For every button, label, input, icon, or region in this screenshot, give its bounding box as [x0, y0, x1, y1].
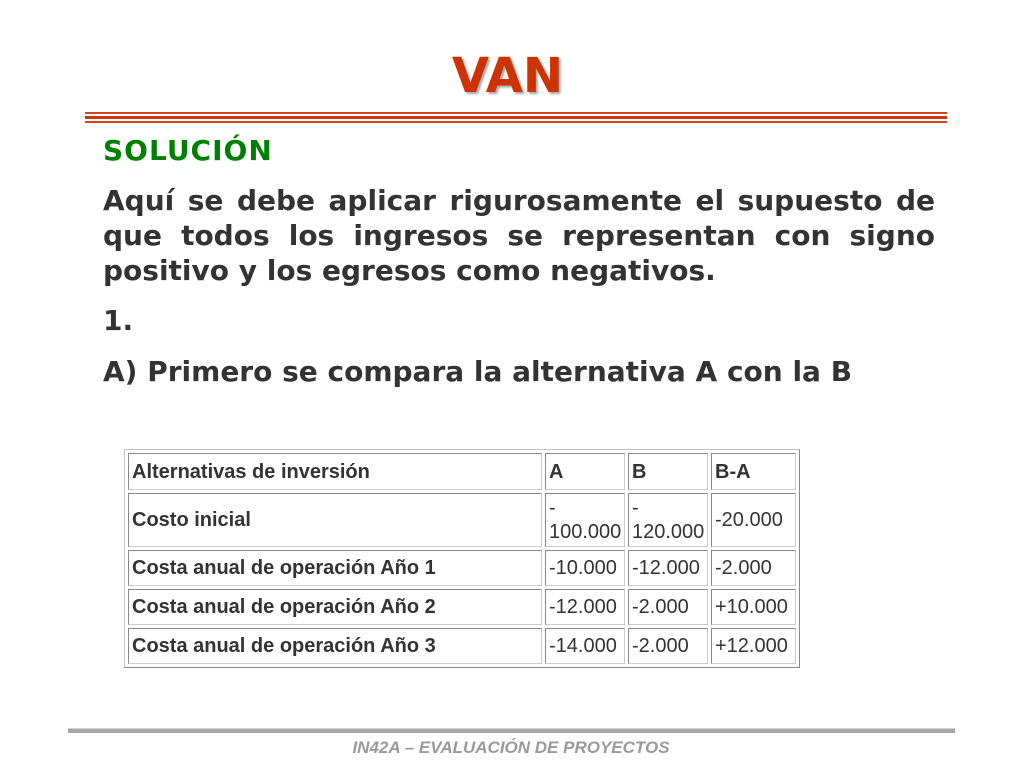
solution-paragraph: Aquí se debe aplicar rigurosamente el supuesto de que todos los ingresos se representan con signo positivo y los egresos como negativos. — [103, 184, 935, 287]
header-a: A — [545, 453, 625, 490]
value-text: -2.000 — [632, 635, 689, 657]
table-row — [128, 628, 796, 664]
table-header-row — [128, 453, 796, 490]
footer-rule — [68, 728, 955, 733]
value-a — [545, 550, 625, 586]
header-b-minus-a: B-A — [711, 453, 796, 490]
header-alternatives: Alternativas de inversión — [128, 453, 542, 490]
value-b — [628, 493, 708, 547]
value-b-minus-a — [711, 550, 796, 586]
value-b-minus-a — [711, 628, 796, 664]
row-label: Costa anual de operación Año 2 — [128, 589, 542, 625]
value-text: -2.000 — [632, 596, 689, 618]
value-b-minus-a — [711, 589, 796, 625]
value-text: - 100.000 — [549, 497, 622, 543]
header-b: B — [628, 453, 708, 490]
value-b — [628, 550, 708, 586]
title-rule-bottom — [85, 121, 947, 123]
value-text: -20.000 — [715, 509, 783, 531]
value-a — [545, 589, 625, 625]
comparison-subheading: A) Primero se compara la alternativa A con la B — [103, 355, 853, 388]
title-rule-middle — [85, 116, 947, 119]
value-text: +10.000 — [715, 596, 788, 618]
value-text: -12.000 — [549, 596, 617, 618]
value-b — [628, 628, 708, 664]
title-rule-top — [85, 112, 947, 114]
row-label: Costo inicial — [128, 493, 542, 547]
footer-course-label: IN42A – EVALUACIÓN DE PROYECTOS — [352, 738, 670, 757]
row-label: Costa anual de operación Año 1 — [128, 550, 542, 586]
table-row — [128, 493, 796, 547]
value-text: -2.000 — [715, 557, 772, 579]
value-text: - 120.000 — [632, 497, 705, 543]
value-a — [545, 628, 625, 664]
table-row — [128, 589, 796, 625]
value-b — [628, 589, 708, 625]
slide-title: VAN — [451, 48, 564, 104]
solution-heading: SOLUCIÓN — [103, 134, 273, 167]
value-text: -14.000 — [549, 635, 617, 657]
value-b-minus-a — [711, 493, 796, 547]
item-number: 1. — [103, 304, 134, 337]
value-text: -10.000 — [549, 557, 617, 579]
investment-alternatives-table — [124, 449, 800, 668]
value-a — [545, 493, 625, 547]
value-text: -12.000 — [632, 557, 700, 579]
table-row — [128, 550, 796, 586]
value-text: +12.000 — [715, 635, 788, 657]
row-label: Costa anual de operación Año 3 — [128, 628, 542, 664]
